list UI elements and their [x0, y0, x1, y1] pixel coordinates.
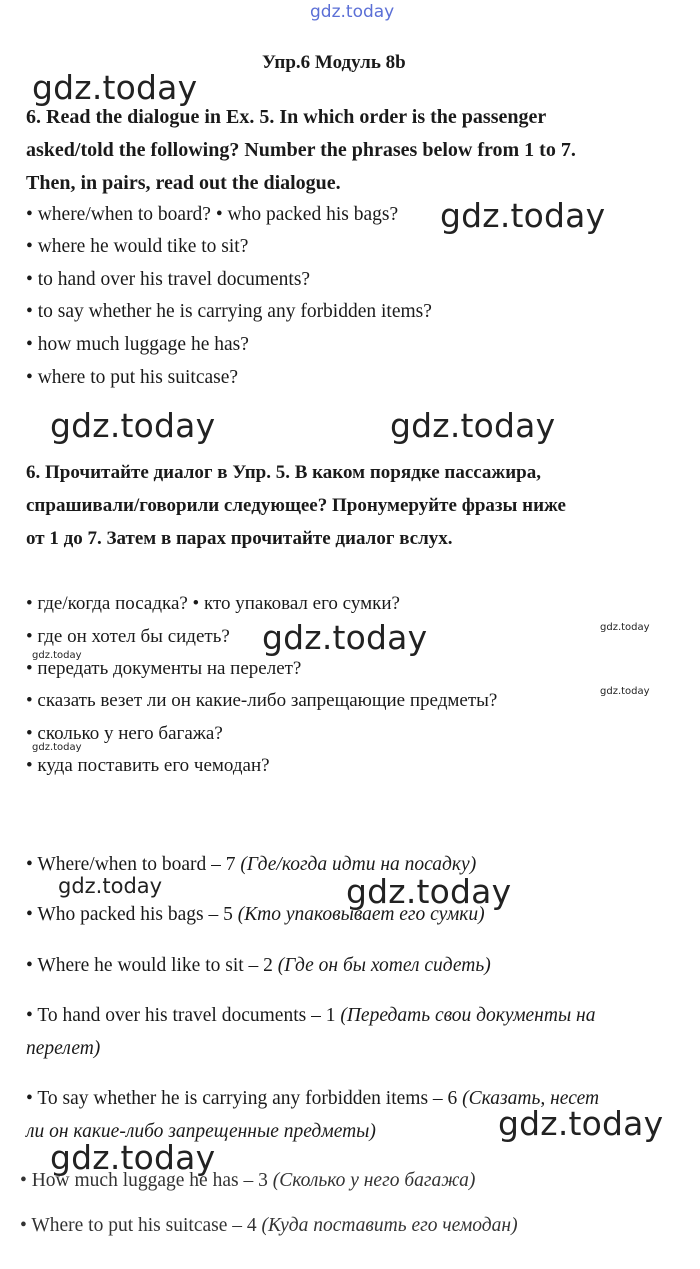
- watermark: gdz.today: [346, 872, 512, 911]
- list-item-ru: • сказать везет ли он какие-либо запрещающие предметы?: [26, 690, 498, 711]
- answer-translation: (Куда поставить его чемодан): [261, 1215, 518, 1236]
- answer-translation: (Сколько у него багажа): [272, 1170, 476, 1191]
- list-item-en: • where to put his suitcase?: [26, 367, 239, 388]
- answer-translation: перелет): [26, 1038, 101, 1059]
- answer-translation: (Кто упаковывает его сумки): [237, 904, 485, 925]
- task-ru-line-3: от 1 до 7. Затем в парах прочитайте диалог вслух.: [26, 528, 453, 549]
- answer-translation: (Передать свои документы на: [340, 1005, 596, 1026]
- list-item-ru: • куда поставить его чемодан?: [26, 755, 270, 776]
- watermark: gdz.today: [50, 1138, 216, 1177]
- answer-text: • How much luggage he has – 3: [20, 1170, 273, 1191]
- answer-text: • Where he would like to sit – 2: [26, 955, 278, 976]
- watermark: gdz.today: [390, 406, 556, 445]
- list-item-en: • to hand over his travel documents?: [26, 269, 311, 290]
- list-item-en: • how much luggage he has?: [26, 334, 249, 355]
- task-en-line-3: Then, in pairs, read out the dialogue.: [26, 172, 341, 194]
- watermark: gdz.today: [58, 874, 163, 898]
- answer-item: [20, 1170, 475, 1192]
- answer-translation: ли он какие-либо запрещенные предметы): [26, 1121, 376, 1142]
- list-item-en: • where/when to board? • who packed his bags?: [26, 204, 399, 225]
- answer-translation: (Где он бы хотел сидеть): [277, 955, 491, 976]
- list-item-ru: • сколько у него багажа?: [26, 723, 223, 744]
- list-item-en: • to say whether he is carrying any forbidden items?: [26, 301, 432, 322]
- answer-item: [26, 1005, 595, 1027]
- watermark: gdz.today: [32, 68, 198, 107]
- answer-item-cont: [26, 1038, 100, 1060]
- watermark-tiny: gdz.today: [32, 650, 82, 661]
- page-title: Упр.6 Модуль 8b: [262, 52, 406, 73]
- answer-translation: (Сказать, несет: [462, 1088, 600, 1109]
- answer-item: [26, 904, 485, 926]
- answer-item: [26, 955, 491, 977]
- task-en-line-1: 6. Read the dialogue in Ex. 5. In which order is the passenger: [26, 106, 547, 128]
- watermark-tiny: gdz.today: [32, 742, 82, 753]
- task-ru-line-2: спрашивали/говорили следующее? Пронумеруйте фразы ниже: [26, 495, 566, 516]
- watermark: gdz.today: [440, 196, 606, 235]
- answer-text: • To hand over his travel documents – 1: [26, 1005, 341, 1026]
- watermark: gdz.today: [498, 1104, 664, 1143]
- answer-text: • Who packed his bags – 5: [26, 904, 238, 925]
- watermark: gdz.today: [50, 406, 216, 445]
- answer-translation: (Где/когда идти на посадку): [240, 854, 477, 875]
- answer-item: [20, 1215, 518, 1237]
- answer-text: • To say whether he is carrying any forbidden items – 6: [26, 1088, 463, 1109]
- list-item-en: • where he would tike to sit?: [26, 236, 249, 257]
- watermark: gdz.today: [262, 618, 428, 657]
- watermark-tiny: gdz.today: [600, 686, 650, 697]
- watermark-top: gdz.today: [310, 2, 395, 22]
- list-item-ru: • передать документы на перелет?: [26, 658, 302, 679]
- answer-text: • Where/when to board – 7: [26, 854, 241, 875]
- task-ru-line-1: 6. Прочитайте диалог в Упр. 5. В каком порядке пассажира,: [26, 462, 541, 483]
- list-item-ru: • где/когда посадка? • кто упаковал его сумки?: [26, 593, 400, 614]
- list-item-ru: • где он хотел бы сидеть?: [26, 626, 230, 647]
- answer-text: • Where to put his suitcase – 4: [20, 1215, 262, 1236]
- task-en-line-2: asked/told the following? Number the phrases below from 1 to 7.: [26, 139, 576, 161]
- watermark-tiny: gdz.today: [600, 622, 650, 633]
